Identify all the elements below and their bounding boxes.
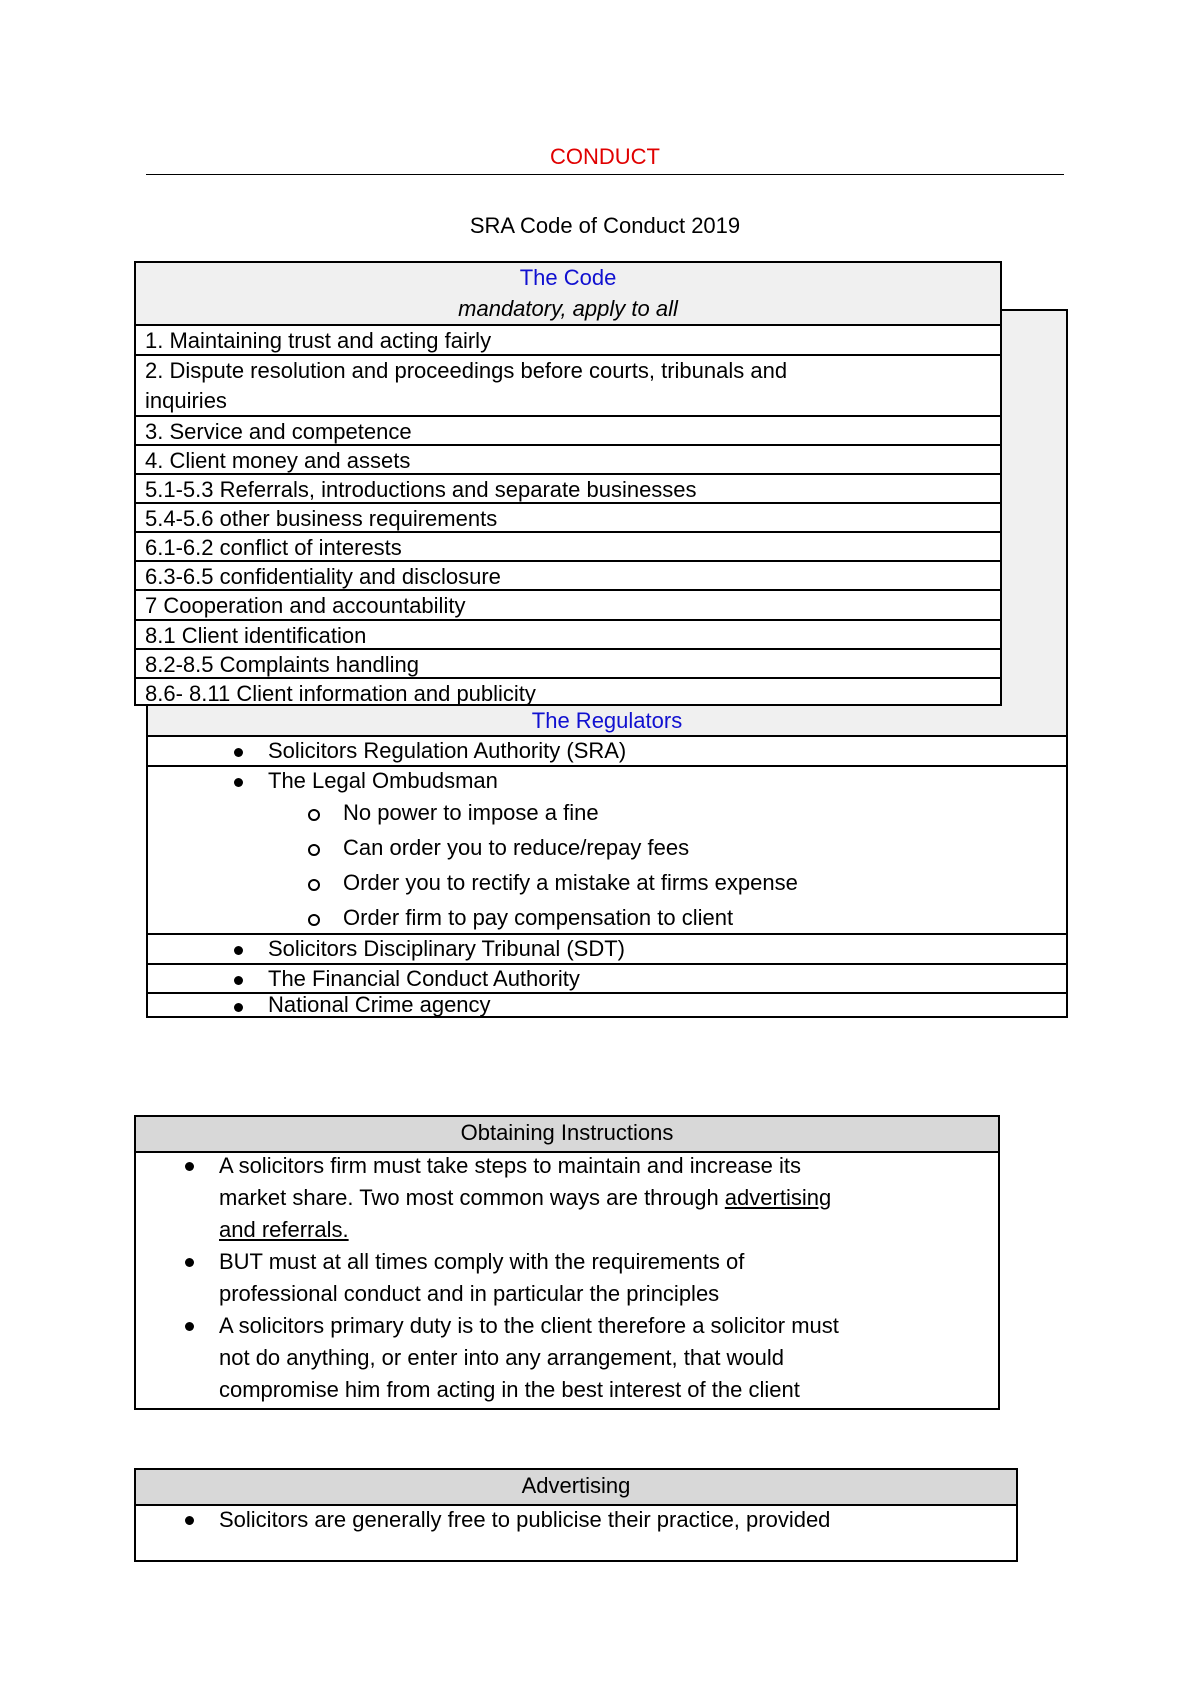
regulator-row — [148, 735, 1066, 765]
title-rule — [146, 174, 1064, 175]
circle-bullet-icon — [308, 914, 320, 926]
regulator-row — [148, 765, 1066, 933]
bullet-icon — [185, 1322, 194, 1331]
obtaining-bullet — [219, 1310, 999, 1406]
code-table-title: The Code — [519, 265, 617, 290]
text-line: BUT must at all times comply with the requirements of — [219, 1249, 745, 1274]
code-row: 6.3-6.5 confidentiality and disclosure — [136, 560, 1000, 589]
obtaining-bullet — [219, 1150, 999, 1246]
code-row: 8.2-8.5 Complaints handling — [136, 648, 1000, 677]
regulator-item: National Crime agency — [268, 992, 491, 1017]
obtaining-bullet — [219, 1246, 999, 1310]
circle-bullet-icon — [308, 879, 320, 891]
bullet-icon — [234, 748, 243, 757]
regulator-item: The Financial Conduct Authority — [268, 966, 580, 991]
bullet-icon — [234, 1003, 243, 1012]
circle-bullet-icon — [308, 809, 320, 821]
text-line: A solicitors primary duty is to the client therefore a solicitor must — [219, 1313, 839, 1338]
advertising-bullet: Solicitors are generally free to publicise their practice, provided — [219, 1507, 831, 1532]
regulator-item: Solicitors Disciplinary Tribunal (SDT) — [268, 936, 625, 961]
regulators-title: The Regulators — [531, 708, 683, 733]
bullet-icon — [185, 1258, 194, 1267]
document-title: CONDUCT — [550, 144, 660, 169]
code-row-line: inquiries — [145, 388, 227, 413]
advertising-title: Advertising — [136, 1470, 1016, 1506]
code-row: 7 Cooperation and accountability — [136, 589, 1000, 619]
code-row: 1. Maintaining trust and acting fairly — [136, 324, 1000, 354]
code-table-header — [136, 263, 1000, 324]
bullet-icon — [185, 1162, 194, 1171]
referrals-link-text: and referrals. — [219, 1217, 349, 1242]
code-row: 5.1-5.3 Referrals, introductions and separate businesses — [136, 473, 1000, 502]
advertising-box — [134, 1468, 1018, 1562]
regulator-row — [148, 933, 1066, 963]
code-row: 3. Service and competence — [136, 415, 1000, 444]
code-row — [136, 354, 1000, 415]
regulator-row — [148, 992, 1066, 1016]
code-row: 4. Client money and assets — [136, 444, 1000, 473]
obtaining-instructions-title: Obtaining Instructions — [136, 1117, 998, 1153]
regulator-item: The Legal Ombudsman — [268, 768, 498, 793]
code-row: 8.6- 8.11 Client information and publicity — [136, 677, 1000, 706]
obtaining-instructions-box — [134, 1115, 1000, 1410]
ombudsman-point: Order you to rectify a mistake at firms expense — [343, 870, 798, 895]
advertising-link-text: advertising — [724, 1185, 832, 1210]
ombudsman-point: Can order you to reduce/repay fees — [343, 835, 690, 860]
bullet-icon — [234, 778, 243, 787]
code-row-line: 2. Dispute resolution and proceedings before courts, tribunals and — [145, 358, 788, 383]
code-table-subtitle: mandatory, apply to all — [458, 296, 678, 321]
text-line: market share. Two most common ways are through — [219, 1185, 725, 1210]
ombudsman-point: Order firm to pay compensation to client — [343, 905, 734, 930]
bullet-icon — [234, 976, 243, 985]
text-line: professional conduct and in particular the principles — [219, 1281, 720, 1306]
code-row: 6.1-6.2 conflict of interests — [136, 531, 1000, 560]
bullet-icon — [234, 946, 243, 955]
circle-bullet-icon — [308, 844, 320, 856]
regulator-item: Solicitors Regulation Authority (SRA) — [268, 738, 627, 763]
bullet-icon — [185, 1516, 194, 1525]
regulator-row — [148, 963, 1066, 992]
text-line: A solicitors firm must take steps to maintain and increase its — [219, 1153, 802, 1178]
ombudsman-point: No power to impose a fine — [343, 800, 599, 825]
document-subtitle: SRA Code of Conduct 2019 — [469, 213, 741, 238]
code-row: 5.4-5.6 other business requirements — [136, 502, 1000, 531]
text-line: compromise him from acting in the best interest of the client — [219, 1377, 800, 1402]
text-line: not do anything, or enter into any arrangement, that would — [219, 1345, 785, 1370]
code-table — [134, 261, 1002, 706]
code-row: 8.1 Client identification — [136, 619, 1000, 648]
